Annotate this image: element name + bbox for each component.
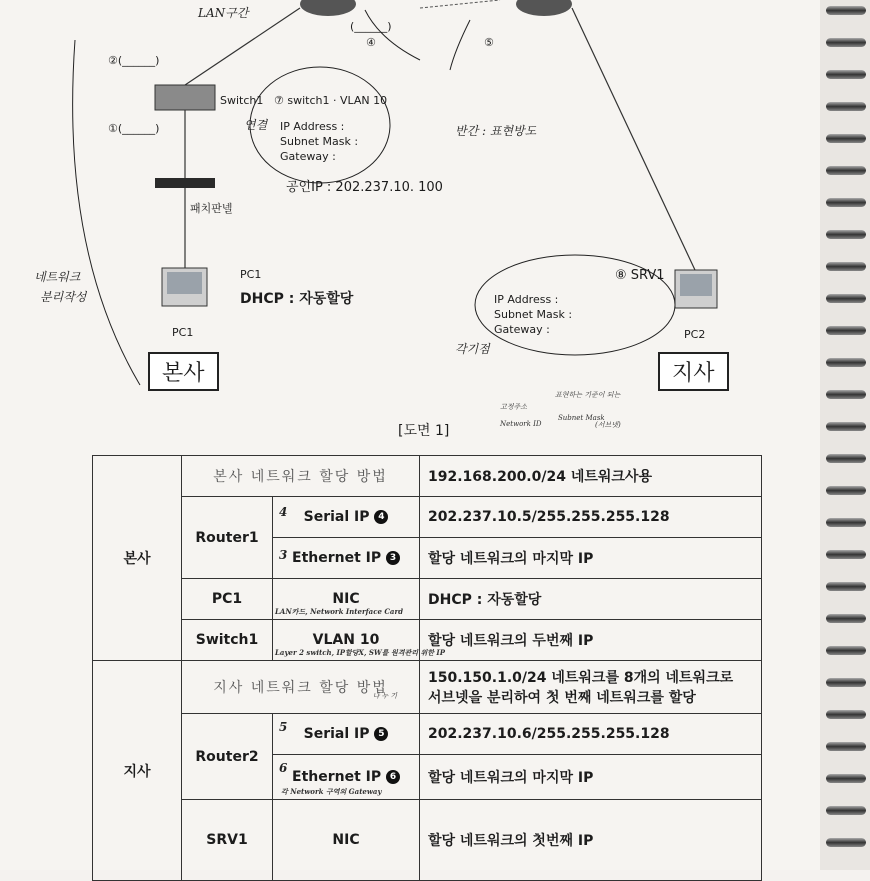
r1-eth-badge: 3	[386, 551, 400, 565]
sw-vlan-item	[273, 620, 445, 661]
spiral-ring	[826, 838, 866, 847]
spiral-ring	[826, 70, 866, 79]
spiral-ring	[826, 230, 866, 239]
pc1-label: PC1	[172, 326, 194, 339]
spiral-ring	[826, 742, 866, 751]
left-note-1: 네트워크	[34, 270, 81, 284]
pc1-nic-value: DHCP : 자동할당	[420, 579, 762, 620]
router1-label: Router1	[182, 497, 273, 579]
callout-ip: IP Address :	[280, 120, 345, 133]
r2-serial-badge: 5	[374, 727, 388, 741]
connect-note: 연결	[244, 118, 268, 132]
spiral-ring	[826, 806, 866, 815]
srv-ip: IP Address :	[494, 293, 559, 306]
r2-serial-value: 202.237.10.6/255.255.255.128	[420, 714, 762, 755]
spiral-ring	[826, 390, 866, 399]
blank-2: ②(______)	[108, 54, 160, 67]
spiral-ring	[826, 550, 866, 559]
r2-eth-label: Ethernet IP	[292, 769, 382, 785]
annotation-fixed: 고정주소	[500, 403, 528, 411]
router1-icon	[300, 0, 356, 16]
pc2-label: PC2	[684, 328, 706, 341]
spiral-ring	[826, 198, 866, 207]
callout-gateway: Gateway :	[280, 150, 336, 163]
srv-gateway: Gateway :	[494, 323, 550, 336]
pc1-row-label: PC1	[182, 579, 273, 620]
r1-eth-label: Ethernet IP	[292, 550, 382, 566]
srv-mask: Subnet Mask :	[494, 308, 573, 321]
r2-eth-note: 각 Network 구역의 Gateway	[281, 787, 382, 796]
pc1-nic-note: LAN카드, Network Interface Card	[275, 607, 404, 616]
spiral-ring	[826, 774, 866, 783]
spiral-ring	[826, 454, 866, 463]
switch1-row-label: Switch1	[182, 620, 273, 661]
br-method-cell	[182, 661, 420, 714]
sw-vlan-value: 할당 네트워크의 두번째 IP	[420, 620, 762, 661]
branch-box: 지사	[658, 352, 729, 391]
switch1-icon	[155, 85, 215, 110]
r2-eth-value: 할당 네트워크의 마지막 IP	[420, 755, 762, 800]
marker-5: ⑤	[484, 36, 494, 49]
marker-4: ④	[366, 36, 376, 49]
annotation-mask: Subnet Mask	[558, 414, 605, 422]
r1-serial-label: Serial IP	[303, 509, 370, 525]
annotation-netid: Network ID	[500, 420, 542, 428]
br-method-note: 나누기	[372, 692, 399, 700]
r2-eth-marker: 6	[279, 761, 288, 775]
srv1-row-label: SRV1	[182, 800, 273, 881]
r2-eth-badge: 6	[386, 770, 400, 784]
spiral-ring	[826, 6, 866, 15]
hq-method-value: 192.168.200.0/24 네트워크사용	[420, 456, 762, 497]
spiral-ring	[826, 614, 866, 623]
r2-eth-item	[273, 755, 420, 800]
pc1-top-label: PC1	[240, 268, 262, 281]
figure-caption: [도면 1]	[398, 423, 450, 439]
br-method-label: 지사 네트워크 할당 방법	[213, 680, 388, 696]
dhcp-label: DHCP : 자동할당	[240, 291, 354, 307]
r2-serial-marker: 5	[279, 720, 288, 734]
spiral-binding	[820, 0, 870, 870]
br-method-line1: 150.150.1.0/24 네트워크를 8개의 네트워크로	[428, 670, 734, 686]
switch1-label: Switch1	[220, 94, 264, 107]
callout-7-title: ⑦ switch1 · VLAN 10	[274, 94, 388, 107]
spiral-ring	[826, 326, 866, 335]
br-method-value	[420, 661, 762, 714]
r1-eth-value: 할당 네트워크의 마지막 IP	[420, 538, 762, 579]
spiral-ring	[826, 102, 866, 111]
bandwidth-note: 반간 : 표현방도	[455, 124, 537, 138]
hq-header: 본사	[93, 456, 182, 661]
r1-eth-marker: 3	[279, 548, 288, 562]
srv1-label: ⑧ SRV1	[615, 268, 665, 283]
patch-panel-label: 패치판넬	[190, 202, 233, 215]
srv-note: 각기점	[455, 342, 490, 356]
blank-1: ①(______)	[108, 122, 160, 135]
hq-method-label: 본사 네트워크 할당 방법	[182, 456, 420, 497]
spiral-ring	[826, 518, 866, 527]
spiral-ring	[826, 646, 866, 655]
r1-eth-item	[273, 538, 420, 579]
pc1-nic-item	[273, 579, 420, 620]
sw-vlan-label: VLAN 10	[312, 632, 380, 648]
r1-serial-item	[273, 497, 420, 538]
r2-serial-label: Serial IP	[303, 726, 370, 742]
r1-serial-marker: 4	[279, 505, 288, 519]
patch-panel-icon	[155, 178, 215, 188]
public-ip-note: 공인IP : 202.237.10. 100	[286, 180, 443, 195]
lan-note: LAN구간	[198, 6, 249, 20]
hq-box: 본사	[148, 352, 219, 391]
pc1-nic-label: NIC	[332, 591, 360, 607]
br-method-line2: 서브넷을 분리하여 첫 번째 네트워크를 할당	[428, 690, 696, 706]
spiral-ring	[826, 38, 866, 47]
r1-serial-badge: 4	[374, 510, 388, 524]
annotation-subnet: (서브넷)	[595, 421, 621, 429]
spiral-ring	[826, 134, 866, 143]
spiral-ring	[826, 486, 866, 495]
spiral-ring	[826, 582, 866, 591]
network-spec-table	[92, 455, 762, 881]
spiral-ring	[826, 262, 866, 271]
spiral-ring	[826, 294, 866, 303]
router2-icon	[516, 0, 572, 16]
spiral-ring	[826, 358, 866, 367]
spiral-ring	[826, 710, 866, 719]
r2-serial-item	[273, 714, 420, 755]
spiral-ring	[826, 166, 866, 175]
router2-label: Router2	[182, 714, 273, 800]
spiral-ring	[826, 422, 866, 431]
srv-nic-item: NIC	[273, 800, 420, 881]
left-note-2: 분리작성	[40, 290, 87, 304]
r1-serial-value: 202.237.10.5/255.255.255.128	[420, 497, 762, 538]
annotation-basis: 표현하는 기준이 되는	[555, 391, 621, 399]
srv-nic-value: 할당 네트워크의 첫번째 IP	[420, 800, 762, 881]
branch-header: 지사	[93, 661, 182, 881]
blank-4: (______)	[350, 20, 392, 33]
spiral-ring	[826, 678, 866, 687]
sw-vlan-note: Layer 2 switch, IP할당X, SW를 원격관리 위한 IP	[275, 648, 445, 657]
callout-mask: Subnet Mask :	[280, 135, 359, 148]
